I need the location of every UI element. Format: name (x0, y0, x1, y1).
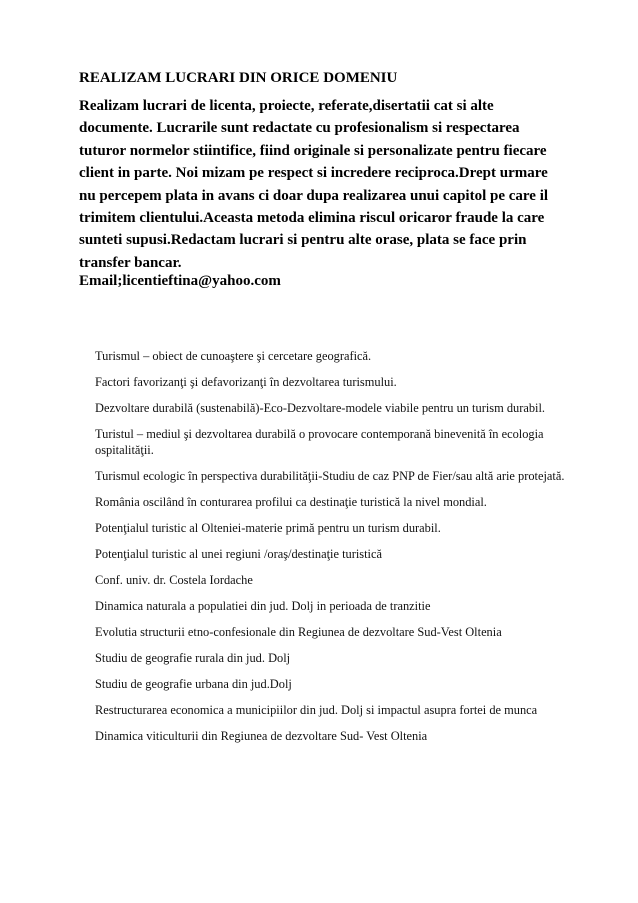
topic-item: Restructurarea economica a municipiilor din jud. Dolj si impactul asupra fortei de munca (95, 703, 538, 718)
topic-item: Turismul – obiect de cunoaştere şi cercetare geografică. (95, 349, 372, 363)
topic-item: Studiu de geografie rurala din jud. Dolj (95, 651, 291, 666)
topic-item: România oscilând în conturarea profilui ca destinaţie turistică la nivel mondial. (95, 495, 487, 510)
topic-item: Dinamica naturala a populatiei din jud. Dolj in perioada de tranzitie (95, 599, 431, 614)
topic-item: Potenţialul turistic al unei regiuni /oraş/destinaţie turistică (95, 547, 382, 562)
topic-item: Potenţialul turistic al Olteniei-materie primă pentru un turism durabil. (95, 521, 441, 536)
intro-paragraph: Realizam lucrari de licenta, proiecte, referate,disertatii cat si alte documente. Lucrarile sunt redactate cu profesionalism si respectarea tuturor normelor stiintifice, fiind originale si personalizate pentru fiecare client in parte. Noi mizam pe respect si incredere reciproca.Drept urmare nu percepem plata in avans ci doar dupa realizarea unui capitol pe care il trimitem clientului.Aceasta metoda elimina riscul oricaror fraude la care sunteti supusi.Redactam lucrari si pentru alte orase, plata se face prin transfer bancar. (79, 98, 549, 271)
topic-item: Turismul ecologic în perspectiva durabilităţii-Studiu de caz PNP de Fier/sau altă arie protejată. (95, 469, 565, 484)
topic-item: Dinamica viticulturii din Regiunea de dezvoltare Sud- Vest Oltenia (95, 729, 428, 744)
topic-item: Factori favorizanţi şi defavorizanţi în dezvoltarea turismului. (95, 375, 397, 389)
topic-list (95, 348, 575, 754)
topic-item: Dezvoltare durabilă (sustenabilă)-Eco-Dezvoltare-modele viabile pentru un turism durabil. (95, 401, 546, 415)
document-heading: REALIZAM LUCRARI DIN ORICE DOMENIU (79, 70, 398, 86)
topic-item: Evolutia structurii etno-confesionale din Regiunea de dezvoltare Sud-Vest Oltenia (95, 625, 502, 640)
contact-email: Email;licentieftina@yahoo.com (79, 273, 281, 289)
topic-item: Studiu de geografie urbana din jud.Dolj (95, 677, 292, 692)
topic-item: Conf. univ. dr. Costela Iordache (95, 573, 253, 588)
topic-item: Turistul – mediul şi dezvoltarea durabilă o provocare contemporană binevenită în ecologia ospitalităţii. (95, 427, 544, 458)
